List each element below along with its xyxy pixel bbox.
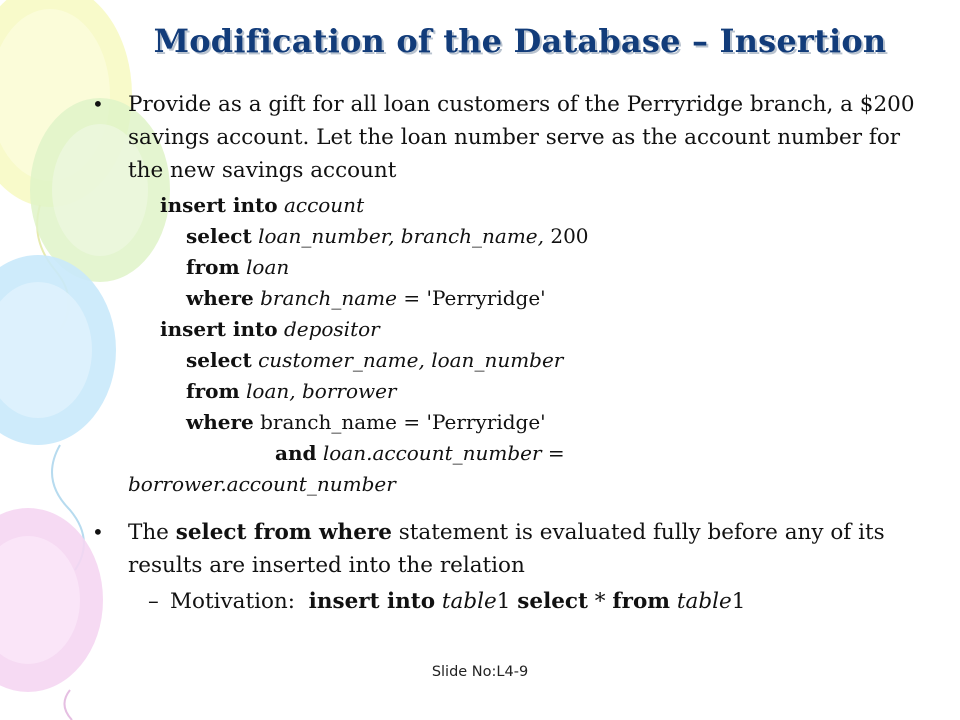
code-line-select-customer <box>186 345 563 376</box>
code-line-insert-account <box>160 190 364 221</box>
sql-operator: = <box>547 441 565 465</box>
sql-keyword: insert into <box>160 317 278 341</box>
sql-identifier: table <box>441 589 497 614</box>
bullet-text-bold: select from where <box>175 520 392 545</box>
code-line-from-loan-borrower <box>186 376 397 407</box>
bullet-text: Provide as a gift for all loan customers of the Perryridge branch, a $200 savings account. Let the loan number serve as the account number for the new savings account <box>128 92 915 183</box>
sql-condition: branch_name = <box>260 410 421 434</box>
sql-operator: = <box>403 286 421 310</box>
sql-keyword: from <box>186 379 240 403</box>
bullet-text: The <box>128 520 169 545</box>
sql-identifier: loan.account_number <box>322 441 542 465</box>
sql-keyword: where <box>186 286 254 310</box>
sql-identifier: depositor <box>283 317 380 341</box>
sql-identifier: borrower.account_number <box>128 472 396 496</box>
code-line-from-loan <box>186 252 289 283</box>
sql-keyword: insert into <box>308 589 436 614</box>
sub-bullet-motivation <box>148 585 746 618</box>
sql-operator: * <box>594 589 606 614</box>
sql-identifier: table <box>676 589 732 614</box>
sql-identifier-suffix: 1 <box>731 589 746 614</box>
sql-literal: 200 <box>550 224 589 248</box>
sub-bullet-label: Motivation: <box>170 589 295 614</box>
sql-identifier: branch_name <box>260 286 397 310</box>
code-line-insert-depositor <box>160 314 380 345</box>
bullet-evaluation-note <box>92 516 928 582</box>
sql-keyword: from <box>612 589 671 614</box>
code-line-where-branch <box>186 283 546 314</box>
sql-literal: 'Perryridge' <box>426 286 546 310</box>
sql-identifier-suffix: 1 <box>496 589 511 614</box>
sql-keyword: select <box>186 224 252 248</box>
sql-literal: 'Perryridge' <box>426 410 546 434</box>
sql-keyword: where <box>186 410 254 434</box>
slide-number: Slide No:L4-9 <box>431 664 529 680</box>
sql-identifier: customer_name, loan_number <box>258 348 564 372</box>
sql-identifier: loan <box>246 255 290 279</box>
bullet-icon: • <box>92 92 104 116</box>
code-line-where-branch-2 <box>186 407 546 438</box>
sql-keyword: select <box>517 589 588 614</box>
sql-identifier: loan_number, branch_name, <box>258 224 544 248</box>
code-line-select-loan <box>186 221 589 252</box>
code-line-and <box>275 438 565 469</box>
sql-identifier: loan, borrower <box>246 379 397 403</box>
bullet-gift-description <box>92 88 928 187</box>
slide-title: Modification of the Database – Insertion <box>153 22 887 60</box>
code-line-borrower-account <box>128 469 396 500</box>
sql-identifier: account <box>283 193 365 217</box>
sql-keyword: insert into <box>160 193 278 217</box>
sql-keyword: from <box>186 255 240 279</box>
sql-keyword: and <box>275 441 317 465</box>
bullet-text: statement is evaluated fully before any of its results are inserted into the relation <box>128 520 885 578</box>
sql-keyword: select <box>186 348 252 372</box>
dash-icon: – <box>148 589 159 614</box>
bullet-icon: • <box>92 520 104 544</box>
